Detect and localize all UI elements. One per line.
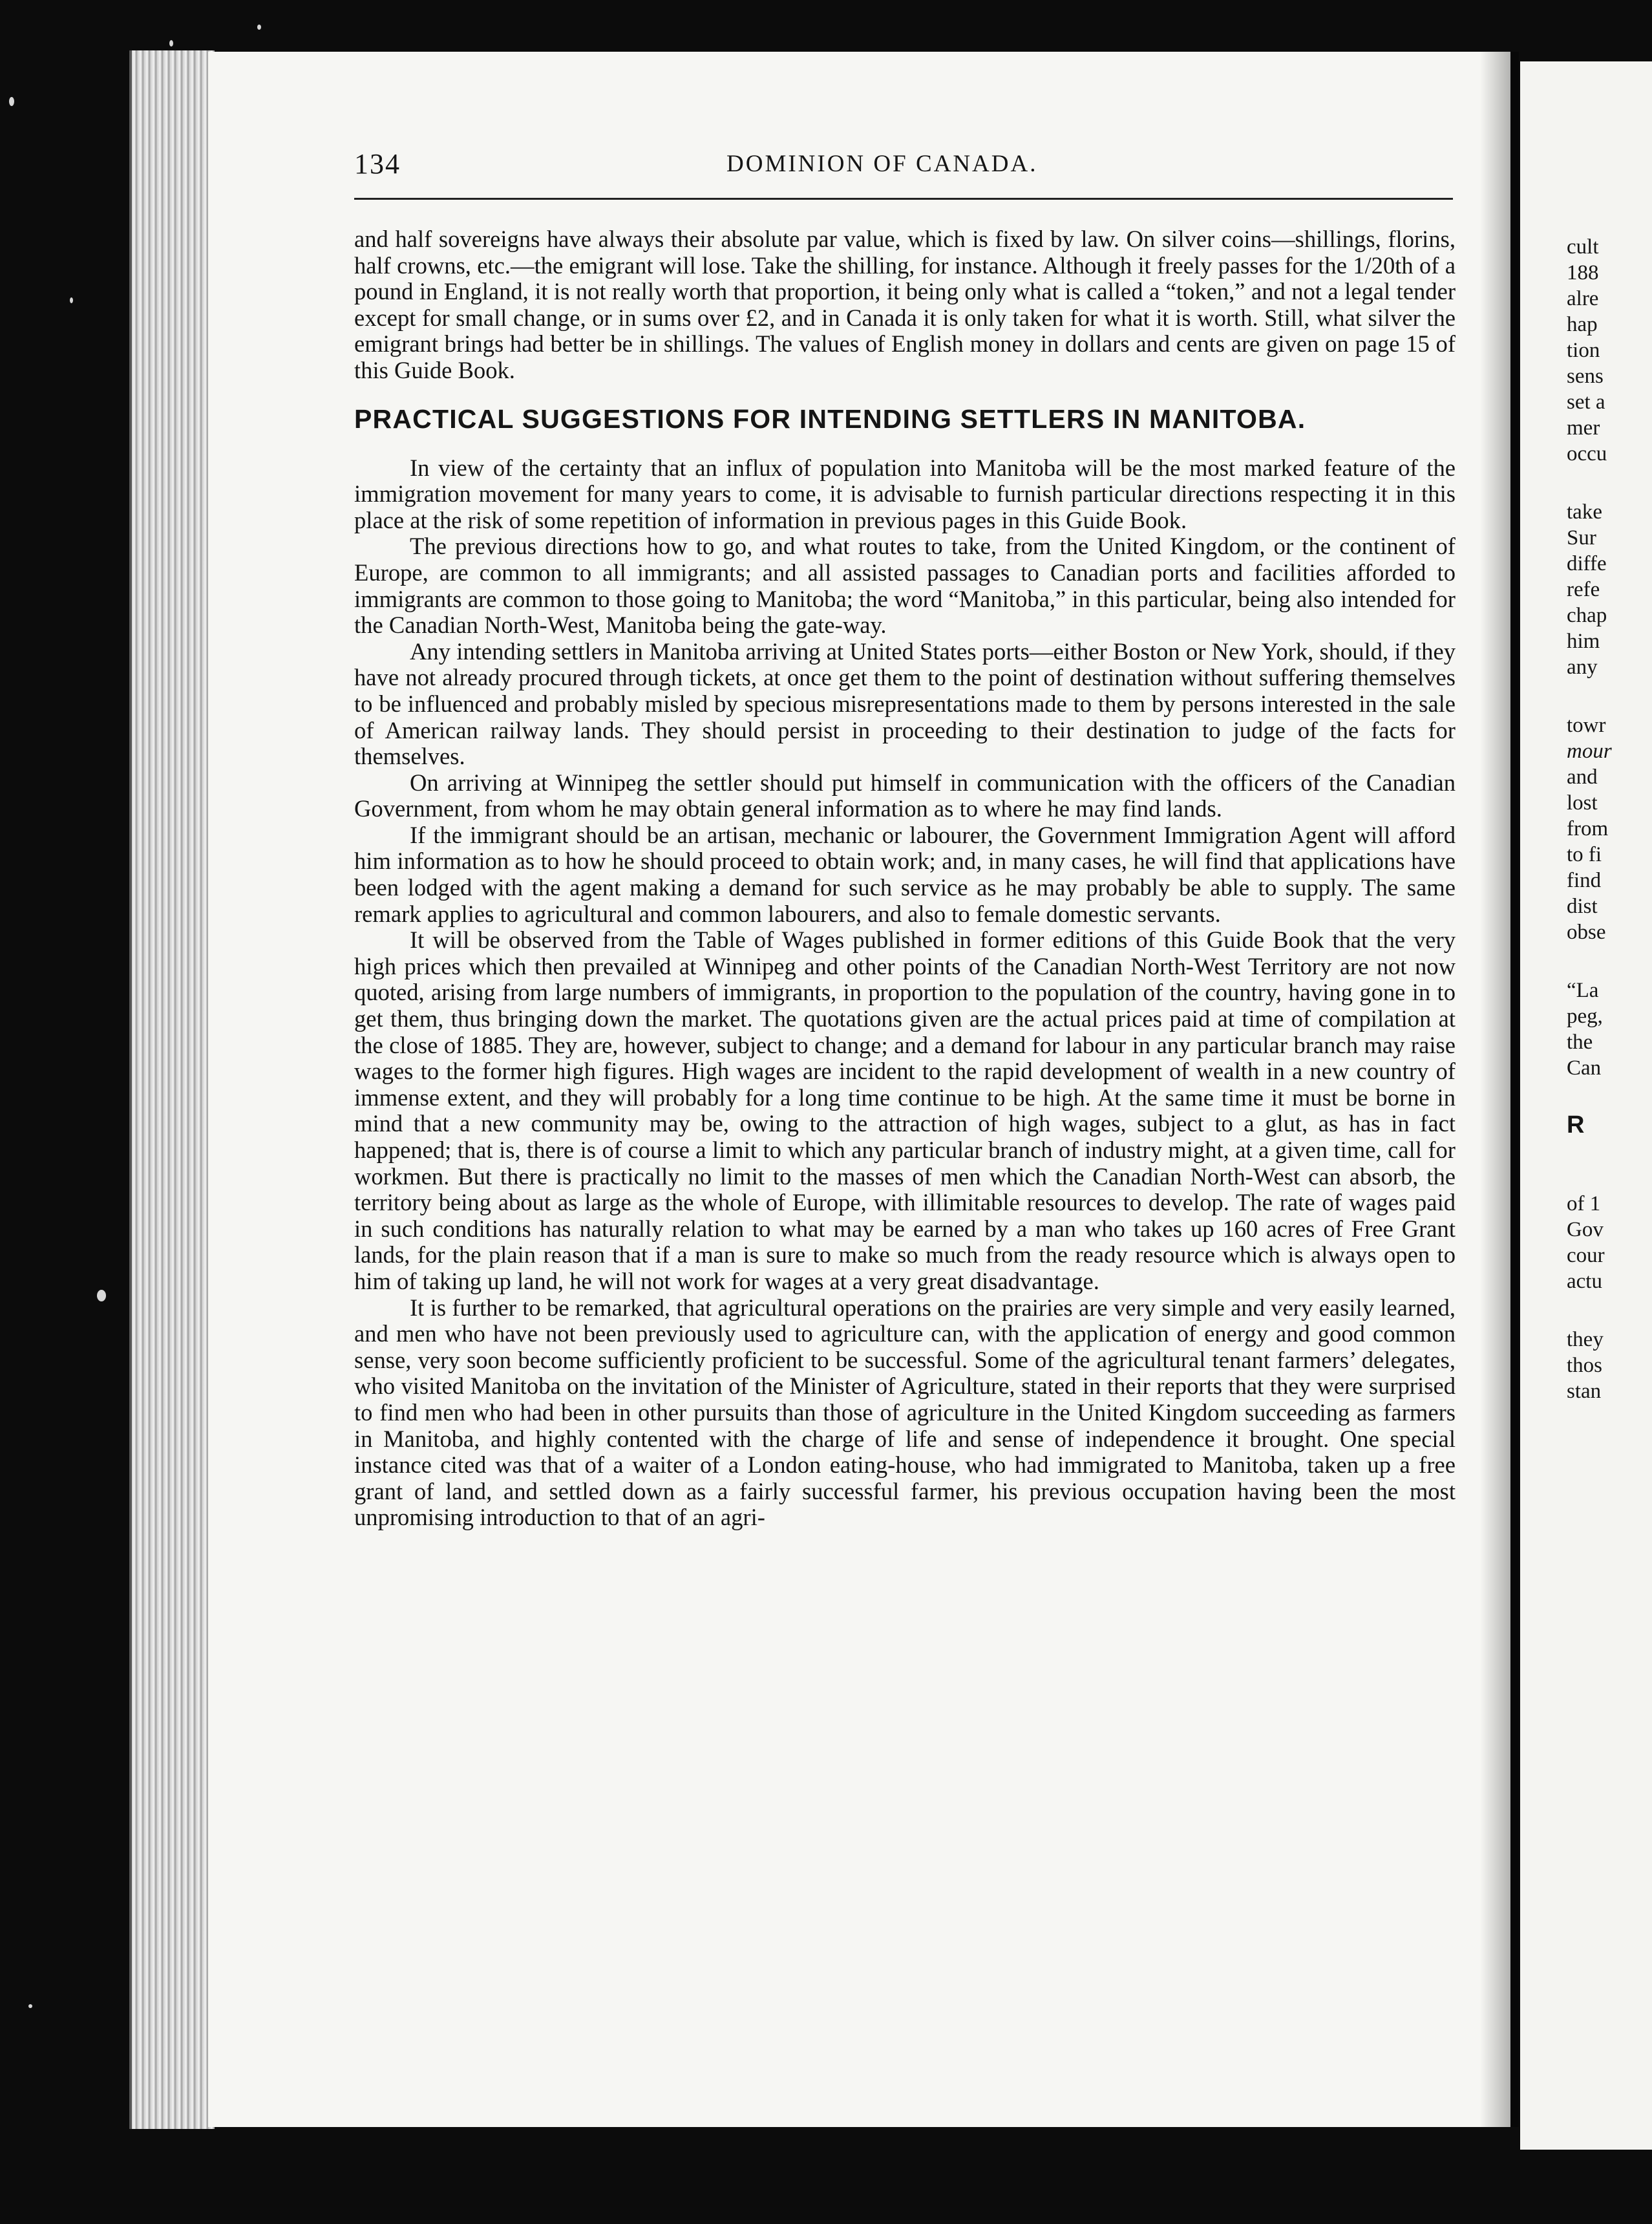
facing-page	[1520, 61, 1652, 2150]
scan-speck	[70, 297, 73, 303]
paragraph-us-ports: Any intending settlers in Manitoba arriving at United States ports—either Boston or New York, should, if they have not already procured through tickets, at once get them to the point of destination without suffering themselves to be influenced and probably misled by specious misrepresentations made to them by persons interested in the sale of American railway lands. They should persist in proceeding to their destination to judge of the facts for themselves.	[354, 637, 1456, 770]
header-rule	[354, 198, 1453, 200]
page-number: 134	[354, 148, 401, 180]
facing-line: thos	[1567, 1354, 1603, 1377]
paragraph-influx: In view of the certainty that an influx of population into Manitoba will be the most marked feature of the immigration movement for many years to come, it is advisable to furnish particular directions respecting it in this place at the risk of some repetition of information in previous pages in this Guide Book.	[354, 454, 1456, 533]
facing-line: obse	[1567, 921, 1606, 944]
facing-line: lost	[1567, 791, 1598, 815]
facing-line: diffe	[1567, 552, 1607, 575]
facing-line: mour	[1567, 740, 1612, 763]
paragraph-agriculture: It is further to be remarked, that agricultural operations on the prairies are very simple and very easily learned, and men who have not been previously used to agriculture can, with the application of energy and good common sense, very soon become sufficiently proficient to be successful. Some of the agricultural tenant farmers’ delegates, who visited Manitoba on the invitation of the Minister of Agriculture, stated in their reports that they were surprised to find men who had been in other pursuits than those of agriculture in the United Kingdom succeeding as farmers in Manitoba, and highly contented with the charge of life and sense of independence it brought. One special instance cited was that of a waiter of a London eating-house, who had immigrated to Manitoba, taken up a free grant of land, and settled down as a fairly successful farmer, his previous occupation having been the most unpromising introduction to that of an agri-	[354, 1294, 1456, 1531]
text-column	[354, 226, 1456, 1531]
running-title: DOMINION OF CANADA.	[726, 151, 1038, 177]
facing-line: “La	[1567, 979, 1599, 1002]
facing-line: chap	[1567, 604, 1607, 627]
facing-line: they	[1567, 1328, 1604, 1351]
facing-line: Sur	[1567, 526, 1596, 550]
intro-paragraph: and half sovereigns have always their absolute par value, which is fixed by law. On silver coins—shillings, florins, half crowns, etc.—the emigrant will lose. Take the shilling, for instance. Although it freely passes for the 1/20th of a pound in England, it is not really worth that proportion, it being only what is called a “token,” and not a legal tender except for small change, or in sums over £2, and in Canada it is only taken for what it is worth. Still, what silver the emigrant brings had better be in shillings. The values of English money in dollars and cents are given on page 15 of this Guide Book.	[354, 226, 1456, 383]
facing-line: mer	[1567, 416, 1600, 440]
section-heading: PRACTICAL SUGGESTIONS FOR INTENDING SETTLERS IN MANITOBA.	[354, 403, 1306, 434]
scan-speck	[97, 1290, 106, 1301]
paragraph-artisan: If the immigrant should be an artisan, mechanic or labourer, the Government Immigration Agent will afford him information as to how he should proceed to obtain work; and, in many cases, he will find that applications have been lodged with the agent making a demand for such service as he may probably be able to supply. The same remark applies to agricultural and common labourers, and also to female domestic servants.	[354, 821, 1456, 927]
facing-line: him	[1567, 630, 1600, 653]
facing-line: tion	[1567, 339, 1600, 362]
scan-speck	[28, 2004, 32, 2008]
facing-line: cour	[1567, 1244, 1605, 1267]
facing-line: refe	[1567, 578, 1600, 601]
scan-speck	[9, 97, 14, 106]
facing-line: 188	[1567, 261, 1599, 284]
scan-speck	[257, 25, 261, 30]
facing-line: set a	[1567, 390, 1605, 414]
facing-line: cult	[1567, 235, 1599, 259]
facing-line: actu	[1567, 1270, 1602, 1293]
facing-line: hap	[1567, 313, 1598, 336]
facing-line: alre	[1567, 287, 1599, 310]
running-head	[354, 147, 1453, 180]
paragraph-wages: It will be observed from the Table of Wages published in former editions of this Guide Book that the very high prices which then prevailed at Winnipeg and other points of the Canadian North-West Territory are not now quoted, arising from large numbers of immigrants, in proportion to the population of the country, having gone in to get them, thus bringing down the market. The quotations given are the actual prices paid at time of compilation at the close of 1885. They are, however, subject to change; and a demand for labour in any particular branch may raise wages to the former high figures. High wages are incident to the rapid development of wealth in a new country of immense extent, and they will probably for a long time continue to be high. At the same time it must be borne in mind that a new community may be, owing to the attraction of high wages, subject to a glut, as has in fact happened; that is, there is of course a limit to which any particular branch of industry might, at a given time, call for workmen. But there is practically no limit to the masses of men which the Canadian North-West can absorb, the territory being about as large as the whole of Europe, with illimitable resources to develop. The rate of wages paid in such conditions has naturally relation to what may be earned by a man who takes up 160 acres of Free Grant lands, for the plain reason that if a man is sure to make so much from the ready resource which is always open to him of taking up land, he will not work for wages at a very great disadvantage.	[354, 926, 1456, 1294]
facing-line: and	[1567, 765, 1598, 789]
facing-line: occu	[1567, 442, 1607, 465]
facing-line: Gov	[1567, 1218, 1604, 1241]
facing-line: to fi	[1567, 843, 1602, 866]
page-edge-stack	[129, 50, 215, 2129]
facing-line: Can	[1567, 1056, 1602, 1080]
facing-line: dist	[1567, 895, 1598, 918]
facing-line: towr	[1567, 714, 1606, 737]
facing-line: the	[1567, 1031, 1593, 1054]
facing-line: sens	[1567, 365, 1604, 388]
facing-line: from	[1567, 817, 1609, 840]
scan-speck	[169, 40, 173, 47]
facing-line: of 1	[1567, 1192, 1601, 1215]
facing-line: any	[1567, 656, 1598, 679]
facing-line: peg,	[1567, 1005, 1603, 1028]
facing-line: stan	[1567, 1380, 1602, 1403]
paragraph-routes: The previous directions how to go, and what routes to take, from the United Kingdom, or the continent of Europe, are common to all immigrants; and all assisted passages to Canadian ports and facilities afforded to immigrants are common to those going to Manitoba; the word “Manitoba,” in this particular, being also intended for the Canadian North-West, Manitoba being the gate-way.	[354, 533, 1456, 639]
gutter-shadow	[1480, 52, 1519, 2127]
paragraph-winnipeg: On arriving at Winnipeg the settler should put himself in communication with the officers of the Canadian Government, from whom he may obtain general information as to where he may find lands.	[354, 769, 1456, 822]
facing-line: find	[1567, 869, 1602, 892]
facing-line: take	[1567, 500, 1602, 524]
facing-heading: R	[1567, 1111, 1585, 1139]
